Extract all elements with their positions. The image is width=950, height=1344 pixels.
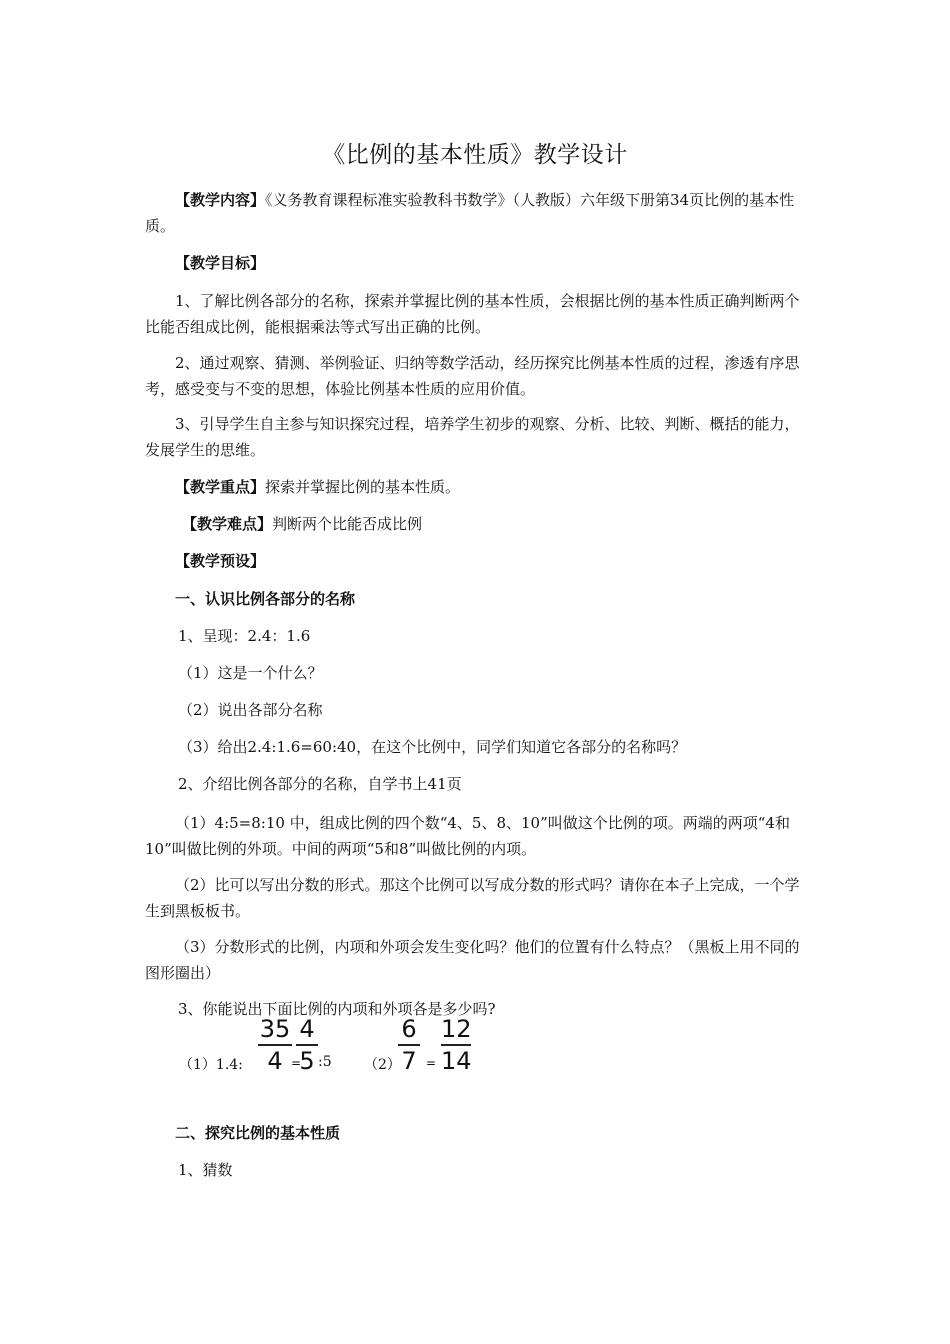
fraction-numerator: 12 [441, 1015, 472, 1043]
fraction-bar [441, 1044, 471, 1046]
fraction-bar [258, 1044, 292, 1046]
key-point-text: 探索并掌握比例的基本性质。 [265, 478, 461, 496]
teaching-content-text: 《义务教育课程标准实验教科书数学》（人教版）六年级下册第34页比例的基本性质。 [145, 191, 795, 235]
equals-sign: = [426, 1056, 437, 1070]
equals-sign: = [291, 1056, 302, 1070]
fraction-numerator: 6 [401, 1015, 417, 1043]
goal-item: 2、通过观察、猜测、举例验证、归纳等数学活动，经历探究比例基本性质的过程，渗透有序思考，感受变与不变的思想，体验比例基本性质的应用价值。 [145, 354, 800, 398]
section1-paragraph: （1）4:5=8:10 中，组成比例的四个数“4、5、8、10”叫做这个比例的项。两端的两项“4和10”叫做比例的外项。中间的两项“5和8”叫做比例的内项。 [145, 814, 790, 858]
fraction-denominator: 7 [401, 1046, 417, 1075]
fraction-bar [296, 1044, 318, 1046]
section2-line: 1、猜数 [178, 1161, 233, 1179]
section1-line: （2）说出各部分名称 [178, 701, 323, 719]
difficulty-text: 判断两个比能否成比例 [272, 515, 423, 533]
teaching-content-label: 【教学内容】 [175, 191, 266, 209]
section1-line: 2、介绍比例各部分的名称，自学书上41页 [178, 775, 462, 793]
teaching-goals-label: 【教学目标】 [175, 254, 266, 272]
preset-label: 【教学预设】 [175, 552, 266, 570]
key-point-paragraph [145, 474, 807, 500]
section1-paragraph: （2）比可以写出分数的形式。那这个比例可以写成分数的形式吗？请你在本子上完成，一个学生到黑板板书。 [145, 876, 800, 920]
section1-line: 1、呈现：2.4：1.6 [178, 627, 311, 645]
section1-paragraph: （3）分数形式的比例，内项和外项会发生变化吗？他们的位置有什么特点？（黑板上用不同的图形圈出） [145, 938, 800, 982]
fraction-12-14 [441, 1016, 471, 1074]
fraction-denominator: 5 [299, 1046, 315, 1075]
fraction-bar [398, 1044, 420, 1046]
fraction-35-4 [258, 1016, 292, 1074]
exercise1-suffix: :5 [318, 1054, 332, 1070]
difficulty-label: 【教学难点】 [182, 515, 273, 533]
fraction-denominator: 14 [441, 1046, 472, 1075]
key-point-label: 【教学重点】 [175, 478, 266, 496]
fraction-numerator: 35 [259, 1015, 291, 1043]
fraction-6-7 [398, 1016, 420, 1074]
section2-heading: 二、探究比例的基本性质 [175, 1124, 341, 1142]
goal-item: 3、引导学生自主参与知识探究过程，培养学生初步的观察、分析、比较、判断、概括的能力，发展学生的思维。 [145, 415, 800, 459]
section1-line: （3）给出2.4:1.6=60:40，在这个比例中，同学们知道它各部分的名称吗？ [178, 738, 687, 756]
section1-heading: 一、认识比例各部分的名称 [175, 590, 356, 608]
page-title: 《比例的基本性质》教学设计 [322, 142, 628, 168]
exercise2-prefix: （2） [364, 1057, 401, 1073]
section1-line: 3、你能说出下面比例的内项和外项各是多少吗? [178, 1000, 496, 1018]
section1-line: （1）这是一个什么？ [178, 664, 323, 682]
fraction-numerator: 4 [299, 1015, 315, 1043]
teaching-content-paragraph [145, 187, 807, 239]
difficulty-paragraph [182, 511, 844, 537]
fraction-4-5 [296, 1016, 318, 1074]
goal-item: 1、了解比例各部分的名称，探索并掌握比例的基本性质，会根据比例的基本性质正确判断两个比能否组成比例，能根据乘法等式写出正确的比例。 [145, 292, 800, 336]
exercise1-prefix: （1）1.4: [179, 1057, 243, 1073]
fraction-denominator: 4 [267, 1046, 283, 1075]
